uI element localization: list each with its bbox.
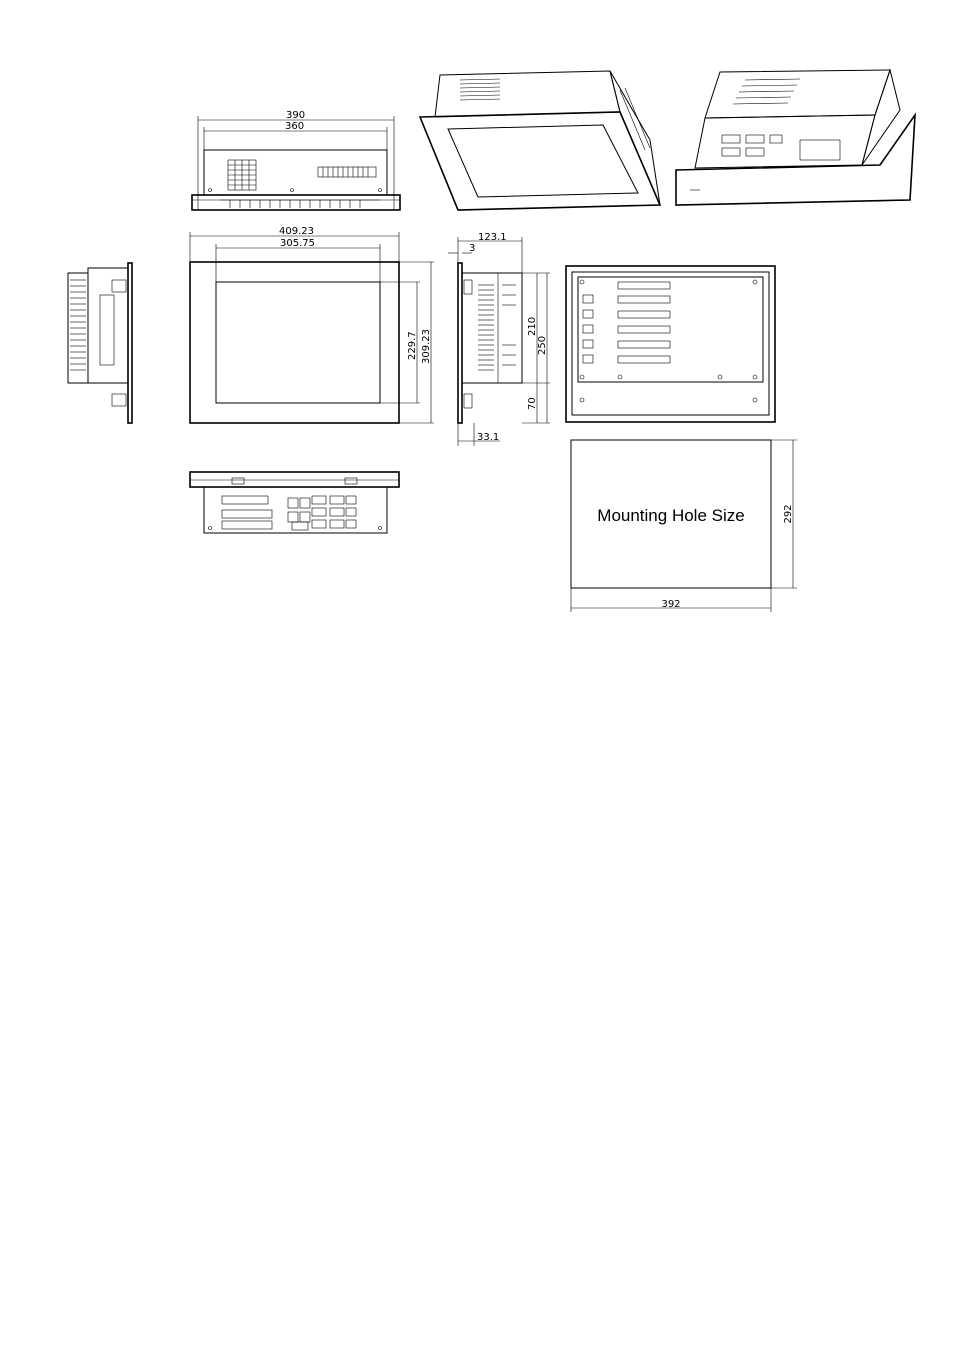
dim-mount-392: 392 (661, 599, 681, 610)
dim-top-360: 360 (285, 121, 305, 132)
isometric-front-view (420, 71, 660, 210)
rear-view (566, 266, 775, 422)
front-view (190, 226, 434, 423)
left-side-view (68, 263, 132, 423)
dim-front-409-23: 409.23 (279, 226, 314, 237)
dim-front-305-75: 305.75 (280, 238, 315, 249)
dim-side-3: 3 (469, 243, 476, 254)
dim-side-33-1: 33.1 (477, 432, 500, 443)
isometric-rear-view (676, 70, 915, 205)
bottom-view (190, 472, 399, 533)
dim-mount-292: 292 (783, 504, 794, 524)
dim-side-210: 210 (527, 316, 538, 336)
mounting-hole-label: Mounting Hole Size (597, 506, 745, 525)
dim-front-309-23: 309.23 (421, 329, 432, 364)
dim-side-123-1: 123.1 (478, 232, 507, 243)
dim-front-229-7: 229.7 (407, 331, 418, 360)
mounting-hole-diagram (571, 440, 797, 612)
dim-side-70: 70 (527, 397, 538, 410)
dim-side-250: 250 (537, 335, 548, 355)
top-view (192, 110, 400, 210)
dim-top-390: 390 (286, 110, 306, 121)
right-side-view (448, 232, 550, 446)
